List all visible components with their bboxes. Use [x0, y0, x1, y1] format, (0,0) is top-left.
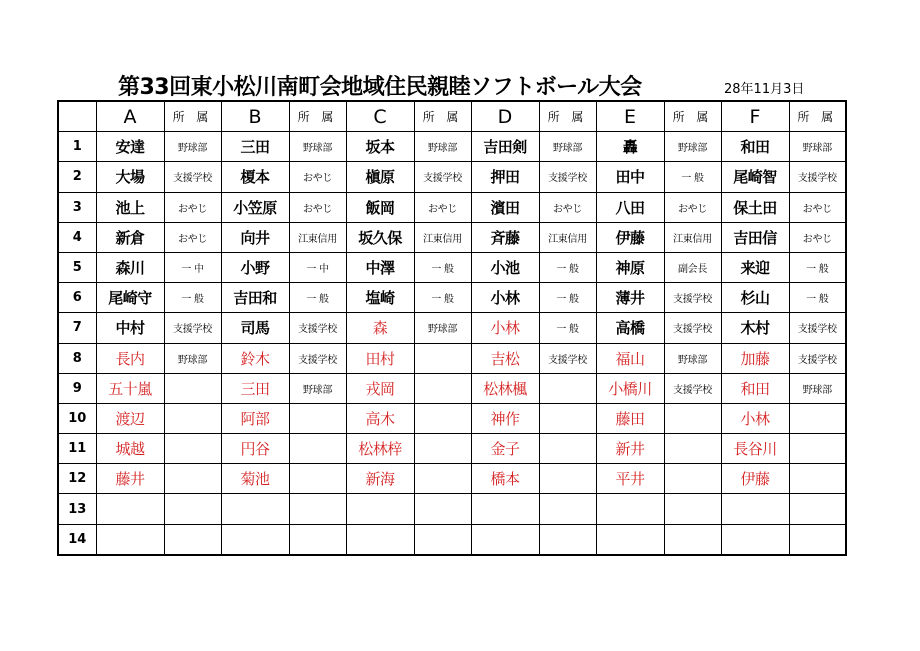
player-name: [221, 494, 289, 524]
player-affiliation: [289, 524, 346, 555]
player-name: [96, 494, 164, 524]
player-name: 和田: [721, 373, 789, 403]
player-affiliation: 支援学校: [414, 162, 471, 192]
player-affiliation: 一 般: [539, 313, 596, 343]
player-name: 濱田: [471, 192, 539, 222]
player-affiliation: [539, 524, 596, 555]
player-name: 伊藤: [596, 222, 664, 252]
player-affiliation: おやじ: [289, 192, 346, 222]
player-affiliation: 江東信用: [414, 222, 471, 252]
player-affiliation: [664, 524, 721, 555]
player-name: 森: [346, 313, 414, 343]
player-name: 鈴木: [221, 343, 289, 373]
player-name: 松林楓: [471, 373, 539, 403]
player-name: 吉田和: [221, 283, 289, 313]
player-name: 榎本: [221, 162, 289, 192]
row-number: 8: [58, 343, 96, 373]
player-name: 新海: [346, 464, 414, 494]
player-name: 斉藤: [471, 222, 539, 252]
player-name: 新倉: [96, 222, 164, 252]
player-affiliation: 野球部: [414, 313, 471, 343]
player-affiliation: おやじ: [164, 222, 221, 252]
player-affiliation: [664, 403, 721, 433]
table-row: [58, 192, 846, 222]
player-affiliation: [414, 343, 471, 373]
player-affiliation: [539, 464, 596, 494]
player-name: [471, 524, 539, 555]
table-row: [58, 494, 846, 524]
player-name: 向井: [221, 222, 289, 252]
player-affiliation: [664, 464, 721, 494]
player-name: 渡辺: [96, 403, 164, 433]
player-affiliation: 支援学校: [664, 373, 721, 403]
player-name: 飯岡: [346, 192, 414, 222]
player-affiliation: 一 中: [164, 252, 221, 282]
player-name: 坂本: [346, 132, 414, 162]
player-affiliation: おやじ: [414, 192, 471, 222]
player-name: 槇原: [346, 162, 414, 192]
player-name: 神原: [596, 252, 664, 282]
player-name: 橋本: [471, 464, 539, 494]
player-name: 小池: [471, 252, 539, 282]
player-affiliation: 一 般: [164, 283, 221, 313]
player-affiliation: 支援学校: [664, 283, 721, 313]
affiliation-header: 所 属: [289, 101, 346, 132]
player-name: [721, 524, 789, 555]
player-name: 塩崎: [346, 283, 414, 313]
player-affiliation: [539, 434, 596, 464]
player-affiliation: 野球部: [164, 343, 221, 373]
player-name: 高橋: [596, 313, 664, 343]
player-name: 吉田剣: [471, 132, 539, 162]
player-affiliation: [289, 403, 346, 433]
row-number: 13: [58, 494, 96, 524]
player-name: 田村: [346, 343, 414, 373]
table-row: [58, 222, 846, 252]
player-affiliation: [789, 434, 846, 464]
player-name: 松林梓: [346, 434, 414, 464]
player-name: 三田: [221, 132, 289, 162]
player-affiliation: [289, 464, 346, 494]
player-affiliation: [414, 434, 471, 464]
player-affiliation: おやじ: [539, 192, 596, 222]
player-affiliation: 支援学校: [664, 313, 721, 343]
player-name: 田中: [596, 162, 664, 192]
player-affiliation: 支援学校: [164, 313, 221, 343]
player-affiliation: 一 般: [789, 283, 846, 313]
player-name: [471, 494, 539, 524]
player-affiliation: 支援学校: [789, 162, 846, 192]
affiliation-header: 所 属: [539, 101, 596, 132]
player-affiliation: 支援学校: [289, 343, 346, 373]
team-header-e: E: [596, 101, 664, 132]
player-name: 小笠原: [221, 192, 289, 222]
player-name: 高木: [346, 403, 414, 433]
player-name: 城越: [96, 434, 164, 464]
player-name: 菊池: [221, 464, 289, 494]
player-affiliation: 支援学校: [789, 313, 846, 343]
player-affiliation: 野球部: [664, 132, 721, 162]
player-name: 中澤: [346, 252, 414, 282]
player-name: 新井: [596, 434, 664, 464]
player-name: [596, 494, 664, 524]
player-affiliation: [164, 403, 221, 433]
player-affiliation: [289, 434, 346, 464]
player-affiliation: 一 般: [664, 162, 721, 192]
player-name: 保土田: [721, 192, 789, 222]
player-name: 杉山: [721, 283, 789, 313]
affiliation-header: 所 属: [789, 101, 846, 132]
player-affiliation: 支援学校: [539, 162, 596, 192]
player-name: 坂久保: [346, 222, 414, 252]
player-affiliation: 一 般: [539, 283, 596, 313]
table-row: [58, 464, 846, 494]
team-header-b: B: [221, 101, 289, 132]
table-row: [58, 283, 846, 313]
player-name: [346, 494, 414, 524]
player-affiliation: 一 般: [289, 283, 346, 313]
player-affiliation: 一 中: [289, 252, 346, 282]
player-affiliation: [164, 434, 221, 464]
table-row: [58, 132, 846, 162]
player-name: 司馬: [221, 313, 289, 343]
player-name: [596, 524, 664, 555]
player-name: 平井: [596, 464, 664, 494]
player-name: [346, 524, 414, 555]
player-affiliation: 支援学校: [539, 343, 596, 373]
affiliation-header: 所 属: [414, 101, 471, 132]
player-name: 金子: [471, 434, 539, 464]
player-affiliation: [539, 494, 596, 524]
player-affiliation: 江東信用: [539, 222, 596, 252]
player-affiliation: 江東信用: [664, 222, 721, 252]
player-name: 池上: [96, 192, 164, 222]
row-number: 5: [58, 252, 96, 282]
player-affiliation: 野球部: [789, 132, 846, 162]
player-affiliation: 一 般: [414, 283, 471, 313]
player-name: 福山: [596, 343, 664, 373]
row-number: 1: [58, 132, 96, 162]
player-name: 和田: [721, 132, 789, 162]
player-affiliation: [414, 524, 471, 555]
player-affiliation: おやじ: [289, 162, 346, 192]
player-affiliation: 一 般: [789, 252, 846, 282]
table-row: [58, 524, 846, 555]
table-row: [58, 403, 846, 433]
player-affiliation: 一 般: [414, 252, 471, 282]
row-number: 12: [58, 464, 96, 494]
player-affiliation: [789, 494, 846, 524]
player-affiliation: [289, 494, 346, 524]
player-affiliation: [414, 464, 471, 494]
player-name: 戎岡: [346, 373, 414, 403]
player-affiliation: 一 般: [539, 252, 596, 282]
table-row: [58, 434, 846, 464]
player-name: 小林: [471, 283, 539, 313]
player-name: 尾崎守: [96, 283, 164, 313]
page-title: 第33回東小松川南町会地域住民親睦ソフトボール大会: [118, 75, 642, 100]
player-affiliation: [539, 403, 596, 433]
player-name: 吉松: [471, 343, 539, 373]
player-name: 吉田信: [721, 222, 789, 252]
player-affiliation: [789, 403, 846, 433]
player-name: 伊藤: [721, 464, 789, 494]
row-number: 2: [58, 162, 96, 192]
player-affiliation: [414, 494, 471, 524]
player-name: [721, 494, 789, 524]
player-name: 小林: [721, 403, 789, 433]
table-row: [58, 313, 846, 343]
table-row: [58, 343, 846, 373]
affiliation-header: 所 属: [164, 101, 221, 132]
player-name: 薄井: [596, 283, 664, 313]
roster-table: [57, 100, 847, 556]
player-affiliation: おやじ: [664, 192, 721, 222]
player-affiliation: [164, 373, 221, 403]
player-name: 来迎: [721, 252, 789, 282]
player-affiliation: [164, 464, 221, 494]
player-name: 中村: [96, 313, 164, 343]
row-number: 3: [58, 192, 96, 222]
player-name: 八田: [596, 192, 664, 222]
player-affiliation: 支援学校: [164, 162, 221, 192]
player-name: 森川: [96, 252, 164, 282]
table-row: [58, 162, 846, 192]
table-row: [58, 373, 846, 403]
table-row: [58, 252, 846, 282]
player-name: 五十嵐: [96, 373, 164, 403]
player-name: 円谷: [221, 434, 289, 464]
player-name: 長内: [96, 343, 164, 373]
player-name: 阿部: [221, 403, 289, 433]
player-name: 加藤: [721, 343, 789, 373]
player-name: 神作: [471, 403, 539, 433]
corner-cell: [58, 101, 96, 132]
player-affiliation: おやじ: [789, 192, 846, 222]
player-affiliation: おやじ: [164, 192, 221, 222]
row-number: 10: [58, 403, 96, 433]
player-affiliation: [164, 494, 221, 524]
player-name: 尾崎智: [721, 162, 789, 192]
player-name: [96, 524, 164, 555]
player-affiliation: [164, 524, 221, 555]
player-affiliation: [664, 434, 721, 464]
header-row: [58, 101, 846, 132]
row-number: 7: [58, 313, 96, 343]
row-number: 14: [58, 524, 96, 555]
team-header-c: C: [346, 101, 414, 132]
roster-body: [58, 101, 846, 555]
player-affiliation: 野球部: [664, 343, 721, 373]
team-header-d: D: [471, 101, 539, 132]
player-name: 押田: [471, 162, 539, 192]
player-affiliation: [789, 524, 846, 555]
player-name: 小林: [471, 313, 539, 343]
player-affiliation: [664, 494, 721, 524]
player-name: 小野: [221, 252, 289, 282]
row-number: 4: [58, 222, 96, 252]
row-number: 6: [58, 283, 96, 313]
player-name: 藤井: [96, 464, 164, 494]
player-affiliation: 江東信用: [289, 222, 346, 252]
player-name: 小橋川: [596, 373, 664, 403]
player-name: 大場: [96, 162, 164, 192]
player-affiliation: 野球部: [289, 373, 346, 403]
player-affiliation: 支援学校: [789, 343, 846, 373]
player-name: 藤田: [596, 403, 664, 433]
affiliation-header: 所 属: [664, 101, 721, 132]
player-affiliation: 野球部: [414, 132, 471, 162]
team-header-a: A: [96, 101, 164, 132]
player-name: 安達: [96, 132, 164, 162]
player-affiliation: おやじ: [789, 222, 846, 252]
player-name: 木村: [721, 313, 789, 343]
player-affiliation: 副会長: [664, 252, 721, 282]
team-header-f: F: [721, 101, 789, 132]
player-affiliation: [414, 403, 471, 433]
player-affiliation: 野球部: [289, 132, 346, 162]
player-name: 轟: [596, 132, 664, 162]
player-name: [221, 524, 289, 555]
row-number: 11: [58, 434, 96, 464]
player-affiliation: [789, 464, 846, 494]
player-affiliation: [539, 373, 596, 403]
player-affiliation: 野球部: [789, 373, 846, 403]
player-affiliation: 野球部: [164, 132, 221, 162]
player-name: 三田: [221, 373, 289, 403]
event-date: 28年11月3日: [724, 82, 805, 97]
player-affiliation: [414, 373, 471, 403]
row-number: 9: [58, 373, 96, 403]
player-affiliation: 野球部: [539, 132, 596, 162]
player-name: 長谷川: [721, 434, 789, 464]
player-affiliation: 支援学校: [289, 313, 346, 343]
